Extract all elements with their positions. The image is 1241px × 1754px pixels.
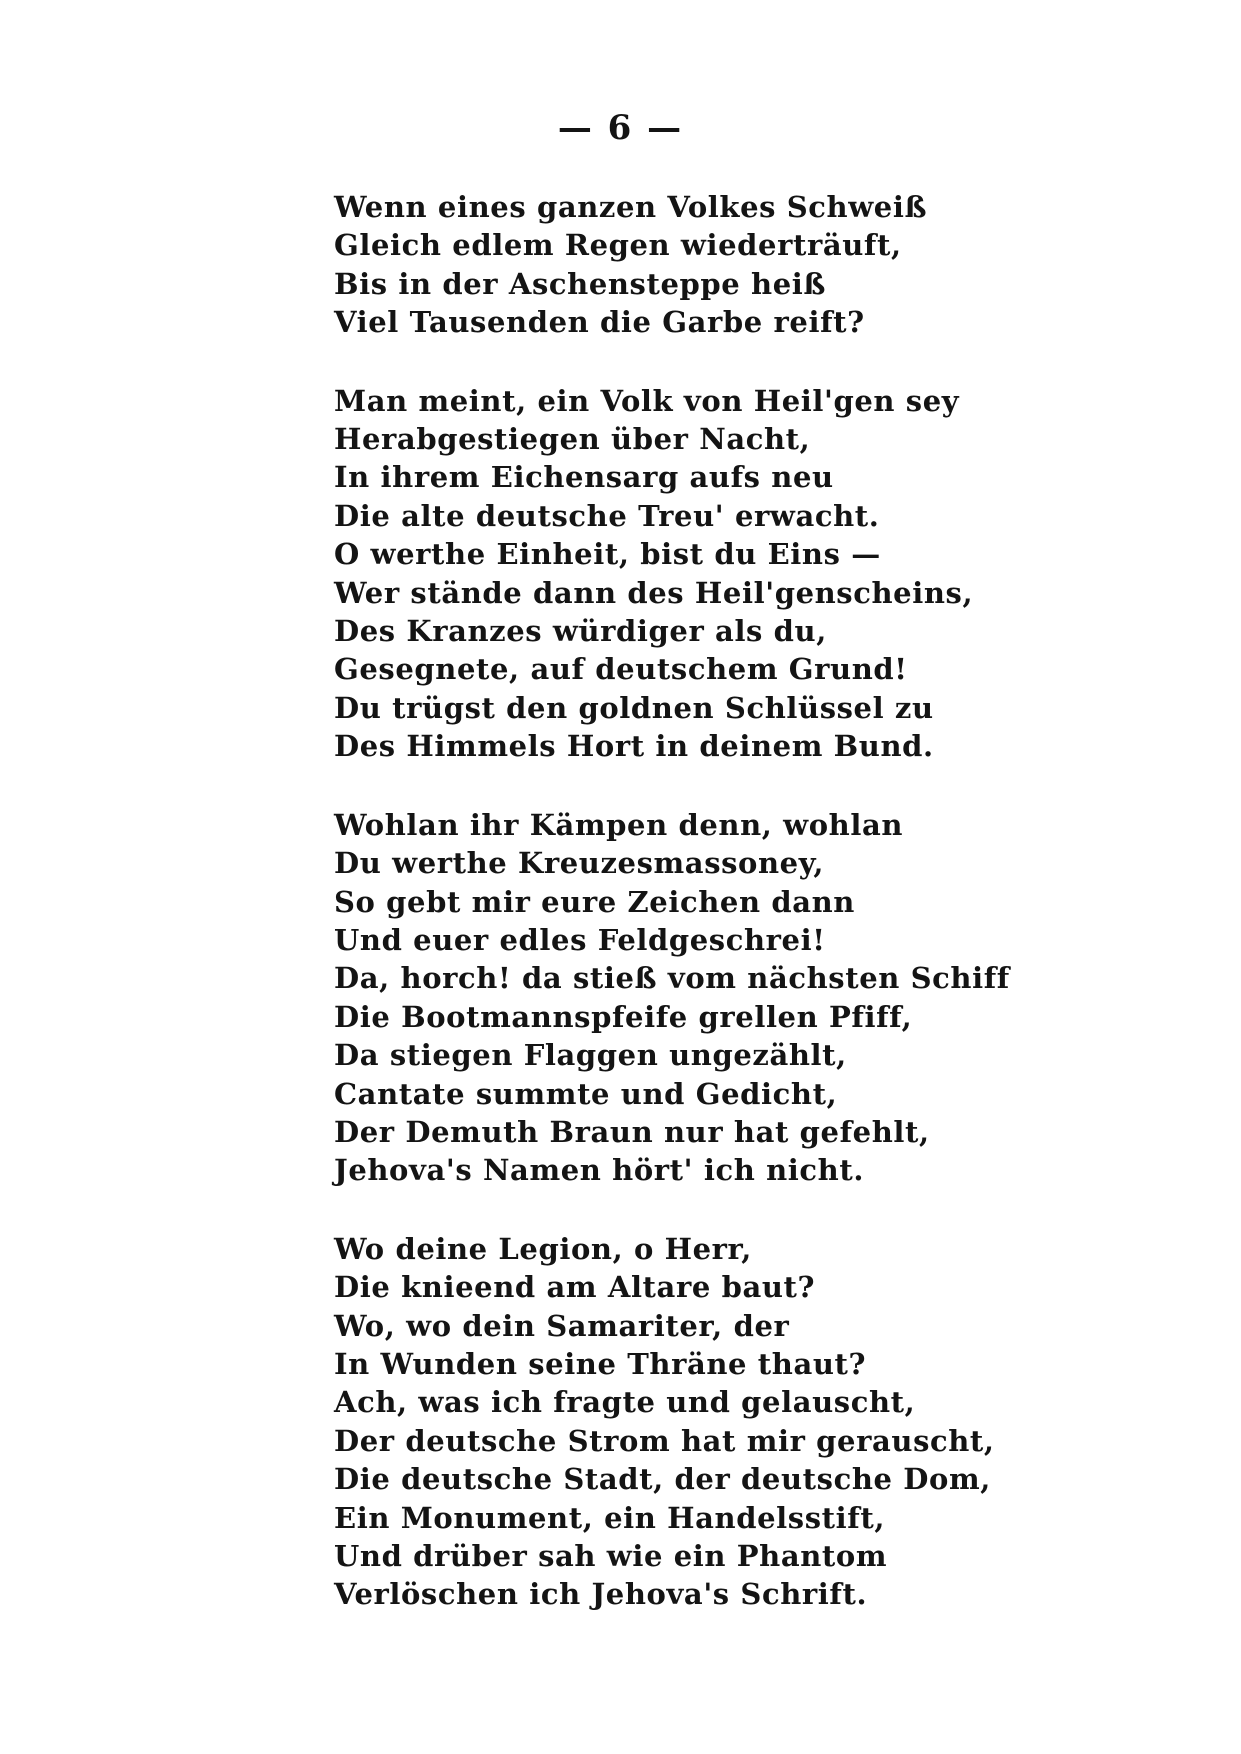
poem-line: Jehova's Namen hört' ich nicht.	[334, 1153, 865, 1188]
page-number: — 6 —	[557, 108, 684, 148]
poem-line: Viel Tausenden die Garbe reift?	[334, 305, 865, 340]
poem-line: Da, horch! da stieß vom nächsten Schiff	[334, 961, 1010, 996]
stanza-1	[334, 188, 1154, 342]
stanza-2	[334, 382, 1154, 766]
poem-line: In ihrem Eichensarg aufs neu	[334, 460, 834, 495]
poem-line: Gleich edlem Regen wiederträuft,	[334, 228, 902, 263]
poem-line: Der Demuth Braun nur hat gefehlt,	[334, 1114, 930, 1149]
stanza-3	[334, 806, 1154, 1190]
poem-line: Die alte deutsche Treu' erwacht.	[334, 498, 880, 533]
poem-line: Wenn eines ganzen Volkes Schweiß	[334, 190, 928, 224]
poem-line: Da stiegen Flaggen ungezählt,	[334, 1038, 847, 1073]
poem-line: Die knieend am Altare baut?	[334, 1270, 816, 1305]
stanza-4	[334, 1230, 1154, 1614]
poem-line: Des Kranzes würdiger als du,	[334, 614, 827, 649]
poem-line: Herabgestiegen über Nacht,	[334, 422, 811, 457]
poem-line: Und euer edles Feldgeschrei!	[334, 922, 826, 957]
poem-line: Man meint, ein Volk von Heil'gen sey	[334, 383, 960, 418]
poem-line: Und drüber sah wie ein Phantom	[334, 1539, 888, 1573]
poem-line: Die deutsche Stadt, der deutsche Dom,	[334, 1462, 991, 1497]
poem-line: Du werthe Kreuzesmassoney,	[334, 846, 825, 881]
poem-line: In Wunden seine Thräne thaut?	[334, 1346, 867, 1381]
poem-line: Ach, was ich fragte und gelauscht,	[334, 1385, 916, 1420]
poem-line: Wo, wo dein Samariter, der	[334, 1308, 790, 1343]
poem-line: Der deutsche Strom hat mir gerauscht,	[334, 1423, 995, 1458]
poem-line: Des Himmels Hort in deinem Bund.	[334, 729, 934, 764]
poem-line: Bis in der Aschensteppe heiß	[334, 266, 827, 301]
poem-line: Wo deine Legion, o Herr,	[334, 1231, 753, 1266]
poem-line: Verlöschen ich Jehova's Schrift.	[334, 1577, 868, 1612]
poem-line: Ein Monument, ein Handelsstift,	[334, 1500, 886, 1535]
poem-line: Du trügst den goldnen Schlüssel zu	[334, 690, 934, 725]
poem-line: Wer stände dann des Heil'genscheins,	[334, 575, 974, 610]
poem-line: Wohlan ihr Kämpen denn, wohlan	[334, 807, 904, 842]
poem-line: O werthe Einheit, bist du Eins —	[334, 537, 881, 572]
poem-line: So gebt mir eure Zeichen dann	[334, 884, 855, 919]
poem-line: Cantate summte und Gedicht,	[334, 1076, 838, 1111]
poem	[334, 188, 1154, 1614]
poem-line: Die Bootmannspfeife grellen Pfiff,	[334, 999, 913, 1034]
poem-line: Gesegnete, auf deutschem Grund!	[334, 652, 908, 687]
